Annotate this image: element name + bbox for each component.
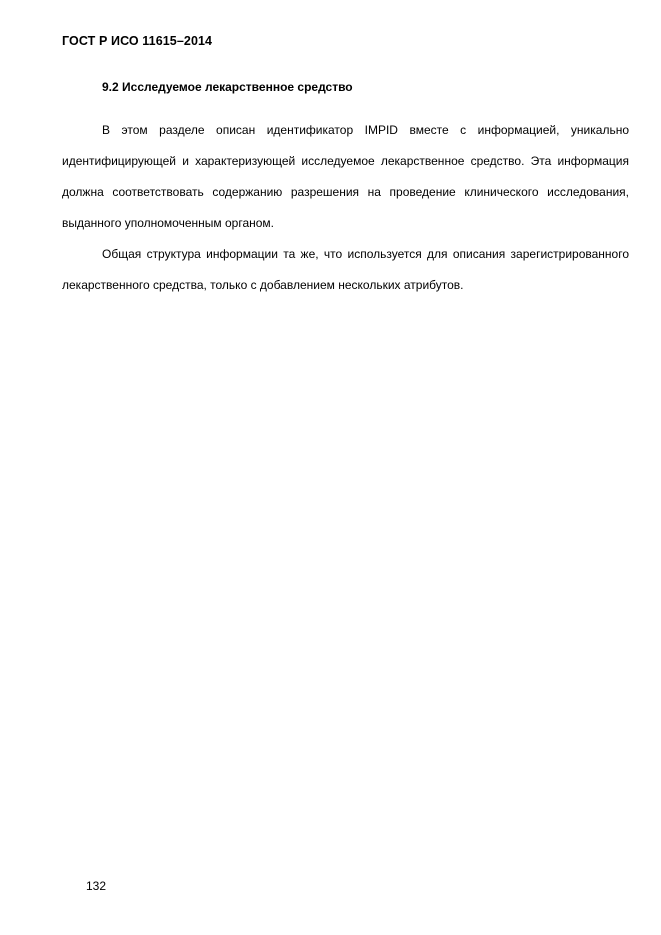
document-code-header: ГОСТ Р ИСО 11615–2014 <box>62 34 213 48</box>
page-number: 132 <box>86 879 107 893</box>
paragraph-structure-note: Общая структура информации та же, что используется для описания зарегистрированного лекарственного средства, только с добавлением нескольких атрибутов. <box>62 247 629 292</box>
section-heading: 9.2 Исследуемое лекарственное средство <box>102 80 353 94</box>
section-body <box>62 115 629 301</box>
paragraph-impid-description: В этом разделе описан идентификатор IMPID вместе с информацией, уникально идентифицирующей и характеризующей исследуемое лекарственное средство. Эта информация должна соответствовать содержанию разрешения на проведение клинического исследования, выданного уполномоченным органом. <box>62 123 629 230</box>
